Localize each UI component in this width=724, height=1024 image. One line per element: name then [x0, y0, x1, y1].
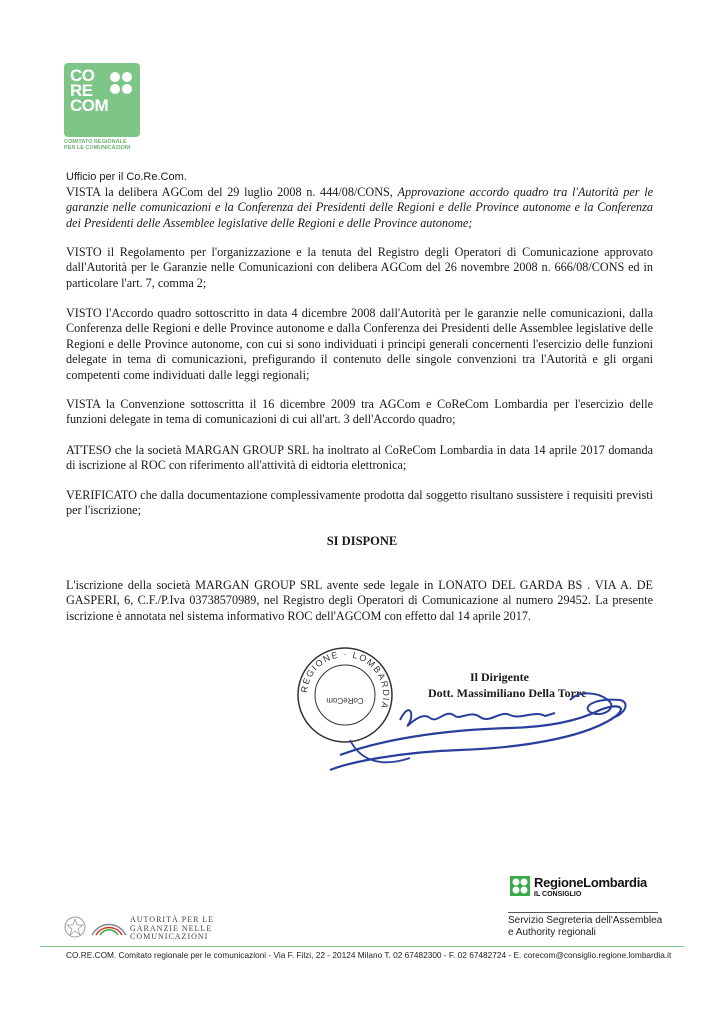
paragraph-visto-accordo: VISTO l'Accordo quadro sottoscritto in data 4 dicembre 2008 dall'Autorità per le garanzie nelle comunicazioni, dalla Conferenza delle Regioni e delle Province autonome e dalla Conferenza dei Presidenti delle Assemblee legislative delle Regioni e delle Province autonome, con cui si sono individuati i principi generali concernenti l'esercizio delle funzioni delegate in tema di comunicazioni, prefigurando il contenuto delle singole convenzioni tra l'Autorità e gli organi competenti come individuati dalle leggi regionali; [66, 306, 653, 382]
svg-text:CoReCom: CoReCom [326, 696, 364, 705]
paragraph-atteso: ATTESO che la società MARGAN GROUP SRL ha inoltrato al CoReCom Lombardia in data 14 aprile 2017 domanda di iscrizione al ROC con riferimento all'attività di eidtoria elettronica; [66, 443, 653, 473]
regione-office-line2: e Authority regionali [508, 927, 596, 938]
handwritten-signature [320, 680, 640, 780]
logo-subtitle [64, 139, 154, 151]
agcom-logo-icon [90, 915, 128, 941]
signatory-title: Il Dirigente [470, 670, 529, 684]
clover-icon [108, 70, 134, 96]
regione-office-line1: Servizio Segreteria dell'Assemblea [508, 915, 663, 926]
paragraph-vista-convenzione: VISTA la Convenzione sottoscritta il 16 dicembre 2009 tra AGCom e CoReCom Lombardia per l'esercizio delle funzioni delegate in tema di comunicazioni di cui all'art. 3 dell'Accordo quadro; [66, 397, 653, 427]
logo-line-re: RE [70, 81, 93, 100]
logo-line-co: CO [70, 66, 95, 85]
republic-emblem-icon [63, 915, 87, 939]
section-heading: SI DISPONE [326, 534, 398, 548]
svg-text:REGIONE · LOMBARDIA: REGIONE · LOMBARDIA [298, 648, 392, 711]
footer-contacts: CO.RE.COM. Comitato regionale per le comunicazioni - Via F. Filzi, 22 - 20124 Milano T. 02 67482300 - F. 02 67482724 - E. corecom@consiglio.regione.lombardia.it [66, 950, 672, 960]
paragraph-iscrizione: L'iscrizione della società MARGAN GROUP SRL avente sede legale in LONATO DEL GARDA BS . VIA A. DE GASPERI, 6, C.F./P.Iva 03738570989, nel Registro degli Operatori di Comunicazione al numero 29452. La presente iscrizione è annotata nel sistema informativo ROC dell'AGCOM con effetto dal 14 aprile 2017. [66, 578, 653, 623]
regione-office [508, 915, 678, 939]
office-label: Ufficio per il Co.Re.Com. [66, 171, 187, 183]
agcom-line3: COMUNICAZIONI [130, 932, 209, 941]
regione-title: RegioneLombardia [534, 875, 647, 890]
logo-wordmark [70, 68, 108, 113]
footer-divider [40, 946, 684, 947]
signatory-name: Dott. Massimiliano Della Torre [428, 686, 587, 700]
regione-lombardia-logo [510, 876, 530, 896]
divider [508, 912, 658, 913]
paragraph-vista-delibera-title: Approvazione accordo quadro tra l'Autorità per le garanzie nelle comunicazioni e la Conferenza dei Presidenti delle Regioni e delle Province autonome e la Conferenza dei Presidenti delle Assemblee legislative delle Regioni e delle Province autonome; [66, 185, 653, 230]
paragraph-verificato: VERIFICATO che dalla documentazione complessivamente prodotta dal soggetto risultano sussistere i requisiti previsti per l'iscrizione; [66, 488, 653, 518]
corecom-logo [64, 63, 140, 137]
agcom-line2: GARANZIE NELLE [130, 923, 213, 933]
agcom-line1: AUTORITÀ PER LE [130, 915, 215, 924]
logo-subtitle-line2: PER LE COMUNICAZIONI [64, 145, 131, 151]
agcom-name [130, 916, 214, 942]
logo-line-com: COM [70, 96, 109, 115]
paragraph-visto-regolamento: VISTO il Regolamento per l'organizzazione e la tenuta del Registro degli Operatori di Comunicazione approvato dall'Autorità per le Garanzie nelle Comunicazioni con delibera AGCom del 26 novembre 2008 n. 666/08/CONS ed in particolare l'art. 7, comma 2; [66, 245, 653, 290]
clover-icon [510, 876, 530, 896]
paragraph-vista-delibera [66, 185, 653, 231]
regione-subtitle: IL CONSIGLIO [534, 891, 582, 898]
logo-subtitle-line1: COMITATO REGIONALE [64, 139, 127, 145]
paragraph-vista-delibera-lead: VISTA la delibera AGCom del 29 luglio 2008 n. 444/08/CONS, [66, 185, 398, 199]
